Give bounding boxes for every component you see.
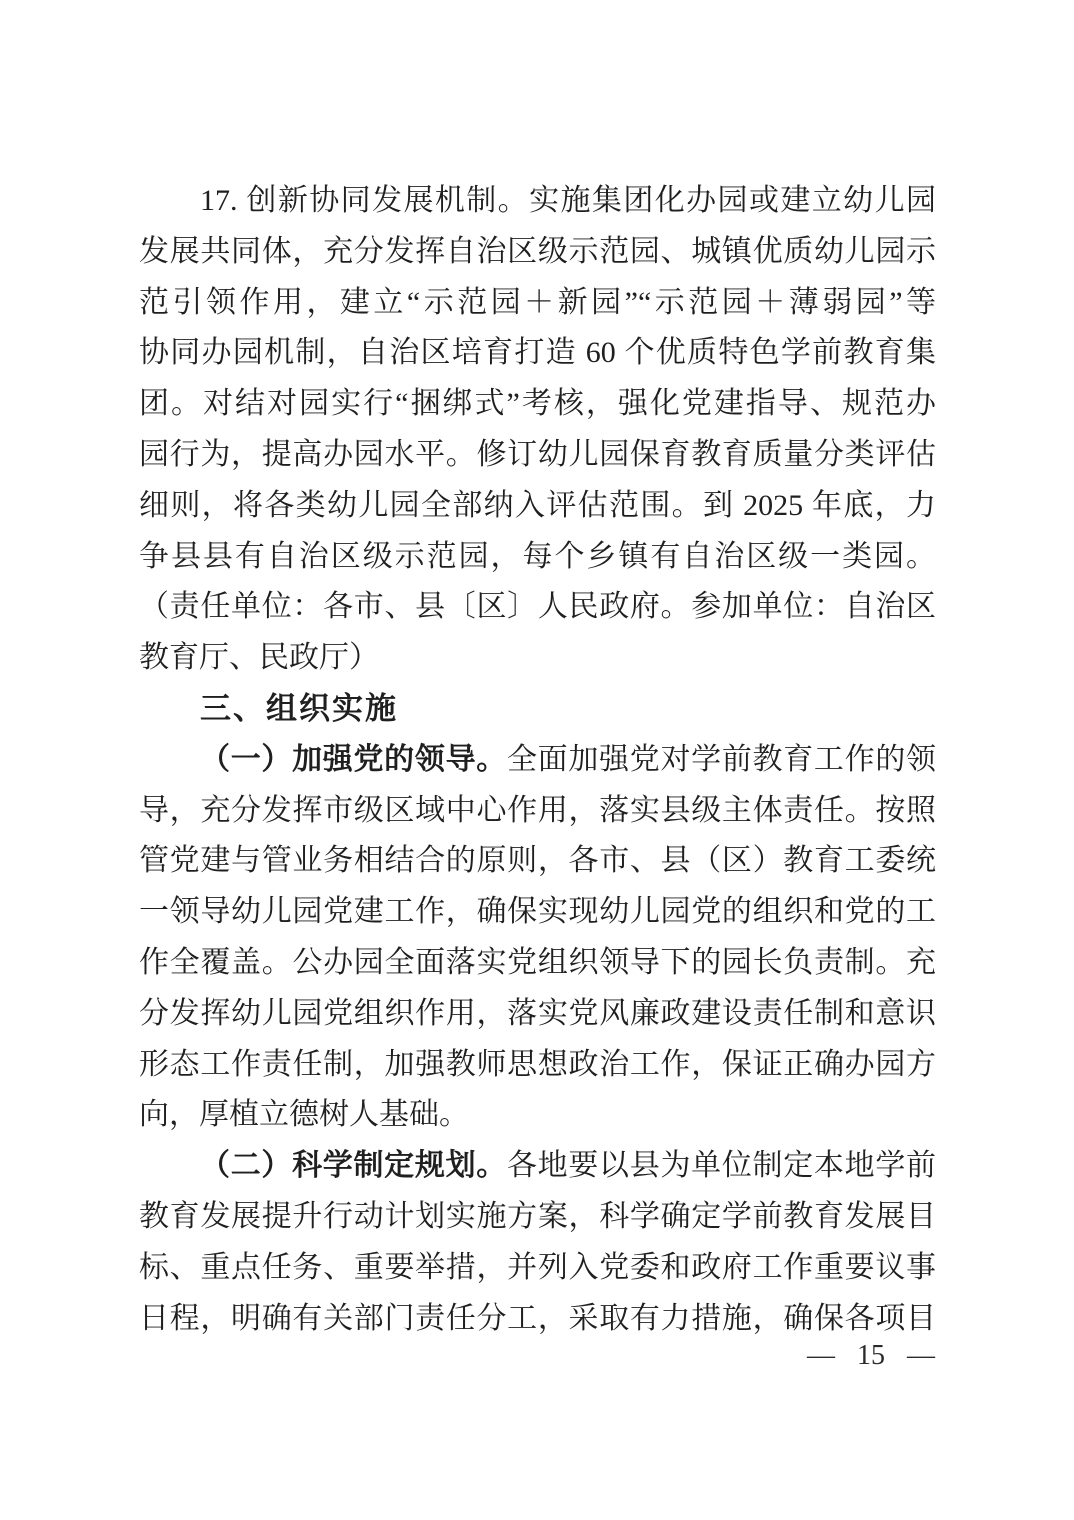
paragraph-lead-rest: 各地要以县为单位制定本地学前 [506, 1149, 937, 1183]
text-line: 细则，将各类幼儿园全部纳入评估范围。到 2025 年底，力 [139, 488, 936, 522]
text-line: 管党建与管业务相结合的原则，各市、县（区）教育工委统 [139, 844, 936, 878]
paragraph-item-17 [139, 176, 936, 684]
text-line: 一领导幼儿园党建工作，确保实现幼儿园党的组织和党的工 [139, 895, 936, 929]
text-line: 作全覆盖。公办园全面落实党组织领导下的园长负责制。充 [139, 945, 936, 979]
text-line: 标、重点任务、重要举措，并列入党委和政府工作重要议事 [139, 1250, 936, 1284]
text-line: 范引领作用，建立“示范园＋新园”“示范园＋薄弱园”等 [139, 285, 936, 319]
page-number-dash-left: — [807, 1340, 835, 1371]
text-line: 教育发展提升行动计划实施方案，科学确定学前教育发展目 [139, 1199, 936, 1233]
paragraph-strengthen-party-leadership [139, 735, 936, 1141]
text-line: 协同办园机制，自治区培育打造 60 个优质特色学前教育集 [139, 336, 936, 370]
text-line [139, 735, 936, 786]
text-line: 发展共同体，充分发挥自治区级示范园、城镇优质幼儿园示 [139, 234, 936, 268]
page-number [807, 1340, 935, 1372]
paragraph-scientific-planning [139, 1141, 936, 1344]
page-number-value: 15 [857, 1340, 885, 1371]
paragraph-lead: （一）加强党的领导。 [200, 742, 507, 776]
text-line: 团。对结对园实行“捆绑式”考核，强化党建指导、规范办 [139, 387, 936, 421]
paragraph-lead-rest: 全面加强党对学前教育工作的领 [506, 742, 937, 776]
section-heading: 三、组织实施 [200, 690, 398, 726]
text-line: 园行为，提高办园水平。修订幼儿园保育教育质量分类评估 [139, 437, 936, 471]
text-line: 日程，明确有关部门责任分工，采取有力措施，确保各项目 [139, 1301, 936, 1335]
text-line: 导，充分发挥市级区域中心作用，落实县级主体责任。按照 [139, 793, 936, 827]
text-line: 17. 创新协同发展机制。实施集团化办园或建立幼儿园 [200, 184, 936, 217]
paragraph-lead: （二）科学制定规划。 [200, 1149, 507, 1183]
text-line: 教育厅、民政厅） [139, 641, 379, 675]
text-line: 向，厚植立德树人基础。 [139, 1098, 469, 1132]
text-line: （责任单位：各市、县〔区〕人民政府。参加单位：自治区 [139, 590, 936, 624]
text-line: 形态工作责任制，加强教师思想政治工作，保证正确办园方 [139, 1047, 936, 1081]
text-line: 争县县有自治区级示范园，每个乡镇有自治区级一类园。 [139, 539, 936, 573]
body-text [139, 176, 936, 1344]
text-line: 分发挥幼儿园党组织作用，落实党风廉政建设责任制和意识 [139, 996, 936, 1030]
page-number-dash-right: — [907, 1340, 935, 1371]
text-line [139, 1141, 936, 1192]
